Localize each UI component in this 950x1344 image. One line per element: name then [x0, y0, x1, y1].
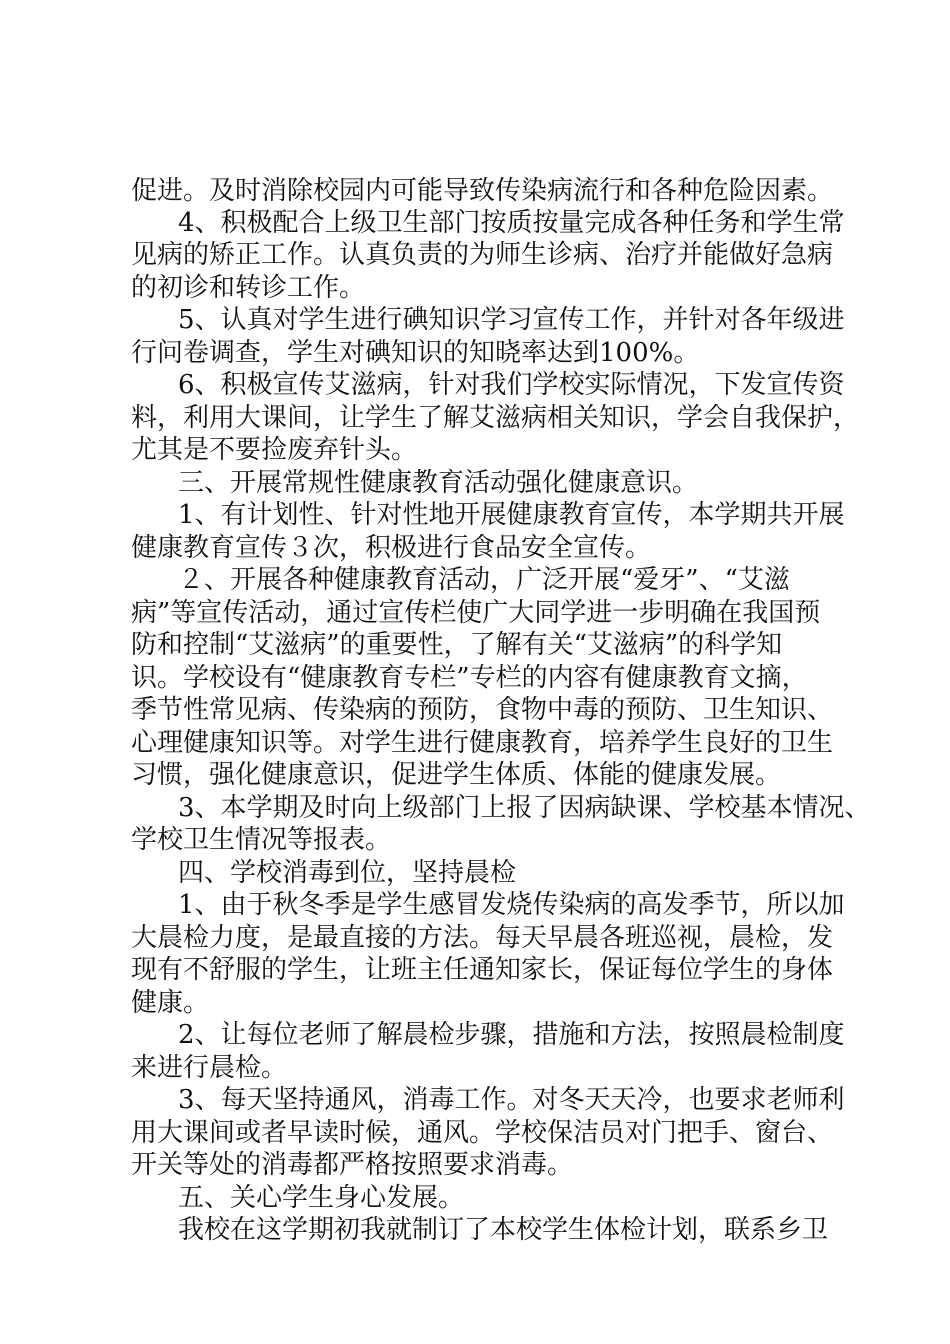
text-line: 来进行晨检。 [131, 1053, 288, 1083]
text-line: 4、积极配合上级卫生部门按质按量完成各种任务和学生常 [178, 208, 845, 238]
text-line: 2、让每位老师了解晨检步骤，措施和方法，按照晨检制度 [178, 1020, 845, 1050]
text-line: 心理健康知识等。对学生进行健康教育，培养学生良好的卫生 [131, 728, 834, 758]
text-line: 现有不舒服的学生，让班主任通知家长，保证每位学生的身体 [131, 955, 834, 985]
text-line: 大晨检力度，是最直接的方法。每天早晨各班巡视，晨检，发 [131, 923, 834, 953]
section-heading: 四、学校消毒到位，坚持晨检 [178, 858, 517, 888]
text-line: 病”等宣传活动，通过宣传栏使广大同学进一步明确在我国预 [131, 598, 821, 628]
text-line: 6、积极宣传艾滋病，针对我们学校实际情况，下发宣传资 [178, 370, 845, 400]
section-heading: 五、关心学生身心发展。 [178, 1183, 465, 1213]
text-line: 促进。及时消除校园内可能导致传染病流行和各种危险因素。 [131, 176, 834, 206]
text-line: 学校卫生情况等报表。 [131, 825, 392, 855]
text-line: 用大课间或者早读时候，通风。学校保洁员对门把手、窗台、 [131, 1118, 834, 1148]
text-line: ２、开展各种健康教育活动，广泛开展“爱牙”、“艾滋 [178, 565, 790, 595]
text-line: 健康。 [131, 988, 210, 1018]
text-line: 尤其是不要捡废弃针头。 [131, 435, 418, 465]
section-heading: 三、开展常规性健康教育活动强化健康意识。 [178, 468, 699, 498]
text-line: 的初诊和转诊工作。 [131, 273, 366, 303]
text-line: 5、认真对学生进行碘知识学习宣传工作，并针对各年级进 [178, 305, 845, 335]
text-line: 3、每天坚持通风，消毒工作。对冬天天冷，也要求老师利 [178, 1085, 845, 1115]
text-line: 季节性常见病、传染病的预防，食物中毒的预防、卫生知识、 [131, 695, 834, 725]
text-line: 习惯，强化健康意识，促进学生体质、体能的健康发展。 [131, 760, 782, 790]
text-line: 开关等处的消毒都严格按照要求消毒。 [131, 1150, 574, 1180]
text-line: 防和控制“艾滋病”的重要性，了解有关“艾滋病”的科学知 [131, 630, 783, 660]
text-line: 健康教育宣传３次，积极进行食品安全宣传。 [131, 533, 652, 563]
text-line: 见病的矫正工作。认真负责的为师生诊病、治疗并能做好急病 [131, 240, 834, 270]
text-line: 3、本学期及时向上级部门上报了因病缺课、学校基本情况、 [178, 793, 871, 823]
text-line: 1、由于秋冬季是学生感冒发烧传染病的高发季节，所以加 [178, 890, 845, 920]
text-line: 行问卷调查，学生对碘知识的知晓率达到100%。 [131, 338, 700, 368]
text-line: 料，利用大课间，让学生了解艾滋病相关知识，学会自我保护， [131, 403, 860, 433]
text-line: 识。学校设有“健康教育专栏”专栏的内容有健康教育文摘， [131, 663, 808, 693]
text-line: 我校在这学期初我就制订了本校学生体检计划，联系乡卫 [178, 1215, 829, 1245]
text-line: 1、有计划性、针对性地开展健康教育宣传，本学期共开展 [178, 500, 845, 530]
